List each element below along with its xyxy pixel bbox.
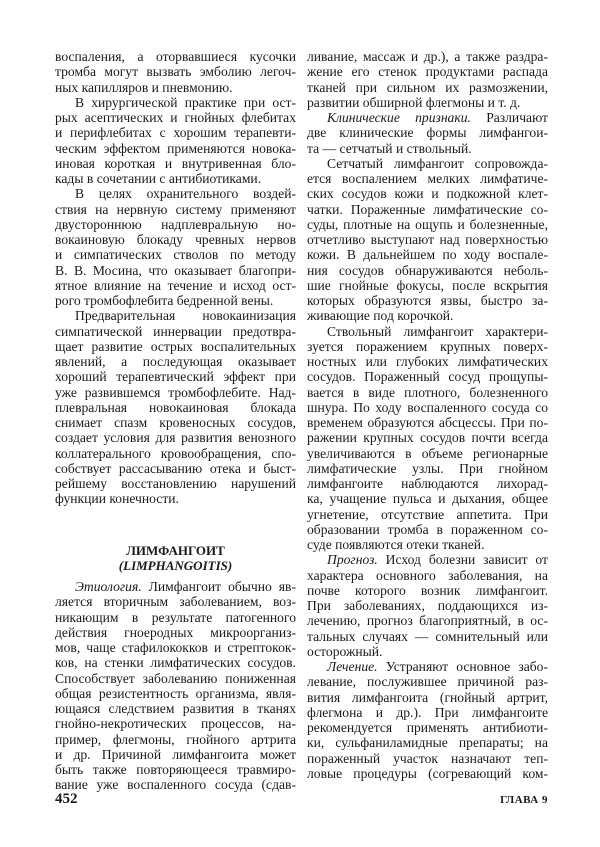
text-line: рекомендуется применять антибиоти- [307,720,548,735]
text-line: Предварительная новокаинизация [75,308,296,324]
paragraph-lead: Прогноз. [327,552,378,568]
text-line: зуется поражением крупных поверх- [307,338,548,354]
paragraph-text: Лимфангоит обычно яв- [141,579,296,594]
text-line: хороший терапевтический эффект при [55,369,296,385]
text-line: вития лимфангоита (гнойный артрит, [307,689,548,705]
text-line: ческим эффектом применяются новока- [55,140,296,156]
text-line: ния сосудов обнаруживаются неболь- [307,262,548,278]
text-line: явлений, а последующая оказывает [55,354,296,369]
paragraph [307,110,548,156]
text-line: флегмона и др.). При лимфангоите [307,704,548,720]
text-line: общая резистентность организма, явля- [55,685,296,701]
text-line: ных капилляров и пневмонию. [55,79,233,95]
paragraph-text: Устраняют основное забо- [377,659,548,674]
text-line: пример, флегмоны, гнойного артрита [55,731,296,747]
text-line: ющаяся следствием развития в тканях [55,701,296,716]
text-line: Способствует заболеванию пониженная [55,670,296,686]
text-line: тальных случаях — сомнительный или [307,628,548,644]
text-line: осторожный. [307,643,383,659]
section-heading [55,543,296,574]
text-line: гнойно-некротических процессов, на- [55,716,296,732]
spacer [55,507,296,543]
text-line: почве которого возник лимфангоит. [307,582,548,598]
text-line: ляется вторичным заболеванием, воз- [55,594,296,610]
text-line: характера основного заболевания, на [307,567,548,583]
text-line: ков, на стенки лимфатических сосудов. [55,655,296,671]
text-line: собствует рассасыванию отека и быст- [55,460,296,476]
text-line: суде появляются отеки тканей. [307,537,485,552]
text-line [307,659,548,674]
left-paragraphs-before [55,49,296,507]
text-line: снимает спазм кровеносных сосудов, [55,415,296,430]
text-line: воспаления, а оторвавшиеся кусочки [55,49,296,64]
text-line: угнетение, отсутствие аппетита. При [307,506,548,522]
text-line: иновая короткая и внутривенная бло- [55,155,296,171]
text-line: пораженный участок назначают теп- [307,750,548,766]
paragraph-text: Различают [470,110,548,125]
paragraph-lead: Этиология. [75,579,142,594]
text-line: ских сосудов кожи и подкожной клет- [307,186,548,202]
text-line: жение его стенок продуктами распада [307,64,548,80]
text-line: шие гнойные фокусы, после вскрытия [307,277,548,293]
text-line: ется воспалением мелких лимфатиче- [307,171,548,186]
paragraph-lead: Лечение. [327,659,378,674]
text-line: симпатической иннервации предотвра- [55,323,296,339]
text-line: В целях охранительного воздей- [75,186,296,202]
section-subtitle: (LIMPHANGOITIS) [118,557,233,573]
right-column [307,49,548,781]
text-line: та — сетчатый и ствольный. [307,140,472,156]
text-line: В. В. Мосина, что оказывает благопри- [55,262,296,278]
paragraph [307,156,548,324]
text-line: шнура. По ходу воспаленного сосуда со [307,399,548,415]
text-line: сосудов. Пораженный сосуд прощупы- [307,369,548,385]
text-line: лимфатические узлы. При гнойном [307,460,548,476]
paragraph [307,49,548,110]
text-line: вание уже воспаленного сосуда (сдав- [55,777,296,793]
text-line: суды, плотные на ощупь и болезненные, [307,216,548,232]
text-line: развитии обширной флегмоны и т. д. [307,94,521,110]
text-line: левание, послужившее причиной раз- [307,674,548,690]
text-line: лимфангоите наблюдаются лихорад- [307,476,548,491]
text-line: и др. Причиной лимфангоита может [55,746,296,762]
text-line: две клинические формы лимфангои- [307,125,548,141]
text-line: тканей при сильном их размозжении, [307,79,548,95]
text-line: ки, сульфаниламидные препараты; на [307,735,548,751]
right-paragraphs [307,49,548,781]
text-line: быть также повторяющееся травмиро- [55,762,296,777]
text-line: вается в виде плотного, болезненного [307,384,548,400]
text-line: двустороннюю надплевральную но- [55,216,296,232]
text-line: и симпатических стволов по методу [55,247,296,263]
text-line: рейшему восстановлению нарушений [55,476,296,491]
chapter-label: ГЛАВА 9 [500,794,548,806]
text-line: уже развившемся тромбофлебите. Над- [55,384,296,400]
text-line: коллатерального кровообращения, спо- [55,445,296,461]
text-line: живающие под корочкой. [307,308,454,324]
paragraph [55,95,296,187]
paragraph [55,186,296,308]
section-title: ЛИМФАНГОИТ [126,542,225,558]
text-line: Ствольный лимфангоит характери- [327,323,548,339]
paragraph [307,552,548,659]
text-line: Сетчатый лимфангоит сопровожда- [327,155,548,171]
text-line: функции конечности. [55,491,179,507]
text-line: рых асептических и гнойных флебитах [55,110,296,125]
paragraph-lead: Клинические признаки. [327,110,471,125]
text-line: щает развитие острых воспалительных [55,338,296,354]
text-line: мов, чаще стафилококков и стрептокок- [55,640,296,655]
text-line: образовании тромба в пораженном со- [307,521,548,537]
text-line: увеличиваются в объеме регионарные [307,445,548,461]
text-line: тромба могут вызвать эмболию легоч- [55,64,296,80]
left-paragraphs-after [55,579,296,793]
text-line: ливание, массаж и др.), а также раздра- [307,49,548,64]
paragraph-text: Исход болезни зависит от [377,552,548,568]
text-line: лечению, прогноз благоприятный, в ос- [307,613,548,629]
text-line: ка, учащение пульса и дыхания, общее [307,491,548,507]
paragraph [307,659,548,781]
text-line: чатки. Пораженные лимфатические со- [307,201,548,217]
text-line: плевральная новокаиновая блокада [55,399,296,415]
text-line: которых образуются язвы, быстро за- [307,293,548,308]
text-line: ловые процедуры (согревающий ком- [307,765,548,781]
text-line: ствия на нервную систему применяют [55,201,296,217]
text-line [55,579,296,594]
text-line: кады в сочетании с антибиотиками. [55,171,262,186]
text-line: В хирургической практике при ост- [75,94,296,110]
text-line: отчетливо выступают над поверхностью [307,232,548,247]
paragraph [307,324,548,553]
page-number: 452 [55,791,78,807]
text-line: рого тромбофлебита бедренной вены. [55,293,274,308]
text-line: никающим в результате патогенного [55,609,296,625]
text-line: вокаиновую блокаду чревных нервов [55,232,296,247]
paragraph [55,308,296,506]
paragraph [55,579,296,793]
text-line: При заболеваниях, поддающихся из- [307,598,548,613]
text-line: ятное влияние на течение и исход ост- [55,277,296,293]
text-line: и перифлебитах с хорошим терапевти- [55,125,296,141]
text-line: действия гноеродных микроорганиз- [55,624,296,640]
text-line: создает условия для развития венозного [55,430,296,446]
text-line: кожи. В дальнейшем по ходу воспале- [307,247,548,263]
text-line: ражении крупных сосудов почти всегда [307,430,548,446]
text-line: ностных или глубоких лимфатических [307,354,548,369]
text-line [307,110,548,125]
text-line: временем образуются абсцессы. При по- [307,415,548,430]
left-column [55,49,296,793]
text-line [307,552,548,567]
paragraph [55,49,296,95]
